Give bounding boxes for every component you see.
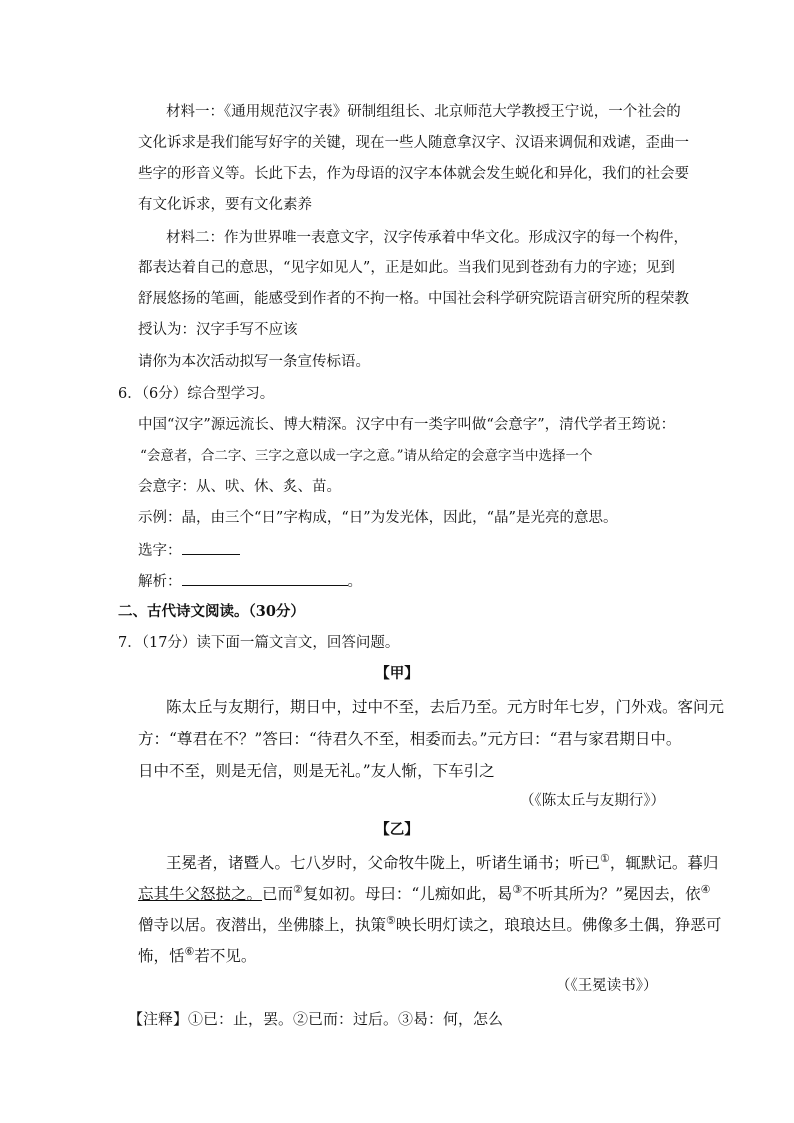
passage-yi-title: 【乙】 bbox=[375, 821, 419, 838]
material-1-line-2: 文化诉求是我们能写好字的关键，现在一些人随意拿汉字、汉语来调侃和戏谑，歪曲一 bbox=[138, 135, 689, 151]
material-1-line-3: 些字的形音义等。长此下去，作为母语的汉字本体就会发生蜕化和异化，我们的社会要 bbox=[138, 166, 689, 182]
material-2-line-1: 材料二：作为世界唯一表意文字，汉字传承着中华文化。形成汉字的每一个构件， bbox=[166, 230, 688, 246]
section-2-heading: 二、古代诗文阅读。（30分） bbox=[118, 603, 305, 620]
question-7-header: 7．（17分）读下面一篇文言文，回答问题。 bbox=[118, 635, 400, 651]
question-6-line-1: 中国“汉字”源远流长、博大精深。汉字中有一类字叫做“会意字”，清代学者王筠说： bbox=[138, 417, 676, 433]
text-span: ，辄默记。暮归 bbox=[609, 854, 719, 872]
passage-jia-source: （《陈太丘与友期行》） bbox=[520, 793, 665, 809]
passage-jia-title: 【甲】 bbox=[375, 665, 419, 682]
passage-yi-line-4 bbox=[138, 946, 256, 966]
question-5-prompt: 请你为本次活动拟写一条宣传标语。 bbox=[138, 354, 370, 370]
analysis-answer-blank[interactable] bbox=[182, 571, 348, 586]
analysis-end-mark: 。 bbox=[347, 574, 362, 590]
text-span: 不听其所为？”冕因去，依 bbox=[522, 885, 701, 903]
text-span: 若不见。 bbox=[194, 947, 257, 965]
passage-jia-line-3: 日中不至，则是无信，则是无礼。”友人惭，下车引之 bbox=[138, 762, 495, 780]
underlined-sentence: 忘其牛父怒挞之。 bbox=[138, 885, 263, 903]
note-marker-6: ⑥ bbox=[184, 944, 195, 958]
text-span: 已而 bbox=[262, 885, 294, 903]
text-span: 怖，恬 bbox=[138, 947, 185, 965]
text-span: 复如初。母曰：“儿痴如此，曷 bbox=[302, 885, 513, 903]
question-6-line-2: “会意者，合二字、三字之意以成一字之意。”请从给定的会意字当中选择一个 bbox=[140, 448, 593, 464]
select-answer-blank[interactable] bbox=[182, 540, 240, 555]
text-span: 映长明灯读之，琅琅达旦。佛像多土偶，狰恶可 bbox=[395, 916, 722, 934]
material-1-line-1: 材料一：《通用规范汉字表》研制组组长、北京师范大学教授王宁说，一个社会的 bbox=[166, 104, 681, 120]
annotation-notes: 【注释】①已：止，罢。②已而：过后。③曷：何，怎么 bbox=[128, 1010, 504, 1028]
passage-yi-line-2 bbox=[138, 884, 711, 904]
material-2-line-3: 舒展悠扬的笔画，能感受到作者的不拘一格。中国社会科学研究院语言研究所的程荣教 bbox=[138, 291, 689, 307]
analysis-label: 解析： bbox=[138, 574, 182, 590]
note-marker-5: ⑤ bbox=[386, 913, 396, 927]
material-2-line-2: 都表达着自己的意思，“见字如见人”，正是如此。当我们见到苍劲有力的字迹；见到 bbox=[138, 260, 675, 276]
question-6-line-3: 会意字：从、吠、休、炙、苗。 bbox=[138, 479, 341, 495]
select-label: 选字： bbox=[138, 543, 182, 559]
question-6-select bbox=[138, 540, 240, 561]
question-6-example: 示例：晶，由三个“日”字构成，“日”为发光体，因此，“晶”是光亮的意思。 bbox=[138, 510, 618, 526]
material-2-line-4: 授认为：汉字手写不应该 bbox=[138, 322, 298, 338]
note-marker-1: ① bbox=[600, 851, 610, 865]
note-marker-3: ③ bbox=[512, 882, 523, 896]
passage-yi-source: （《王冕读书》） bbox=[556, 978, 658, 994]
text-span: 王冕者，诸暨人。七八岁时，父命牧牛陇上，听诸生诵书；听已 bbox=[166, 854, 601, 872]
text-span: 僧寺以居。夜潜出，坐佛膝上，执策 bbox=[138, 916, 387, 934]
material-1-line-4: 有文化诉求，要有文化素养 bbox=[138, 197, 312, 213]
question-6-header: 6．（6分）综合型学习。 bbox=[118, 386, 275, 402]
note-marker-4: ④ bbox=[700, 882, 711, 896]
passage-yi-line-1 bbox=[166, 853, 718, 873]
note-marker-2: ② bbox=[293, 882, 303, 896]
question-6-analysis bbox=[138, 571, 362, 592]
passage-jia-line-1: 陈太丘与友期行，期日中，过中不至，去后乃至。元方时年七岁，门外戏。客问元 bbox=[166, 698, 725, 716]
passage-yi-line-3 bbox=[138, 915, 721, 935]
passage-jia-line-2: 方：“尊君在不？”答曰：“待君久不至，相委而去。”元方曰：“君与家君期日中。 bbox=[138, 730, 682, 748]
